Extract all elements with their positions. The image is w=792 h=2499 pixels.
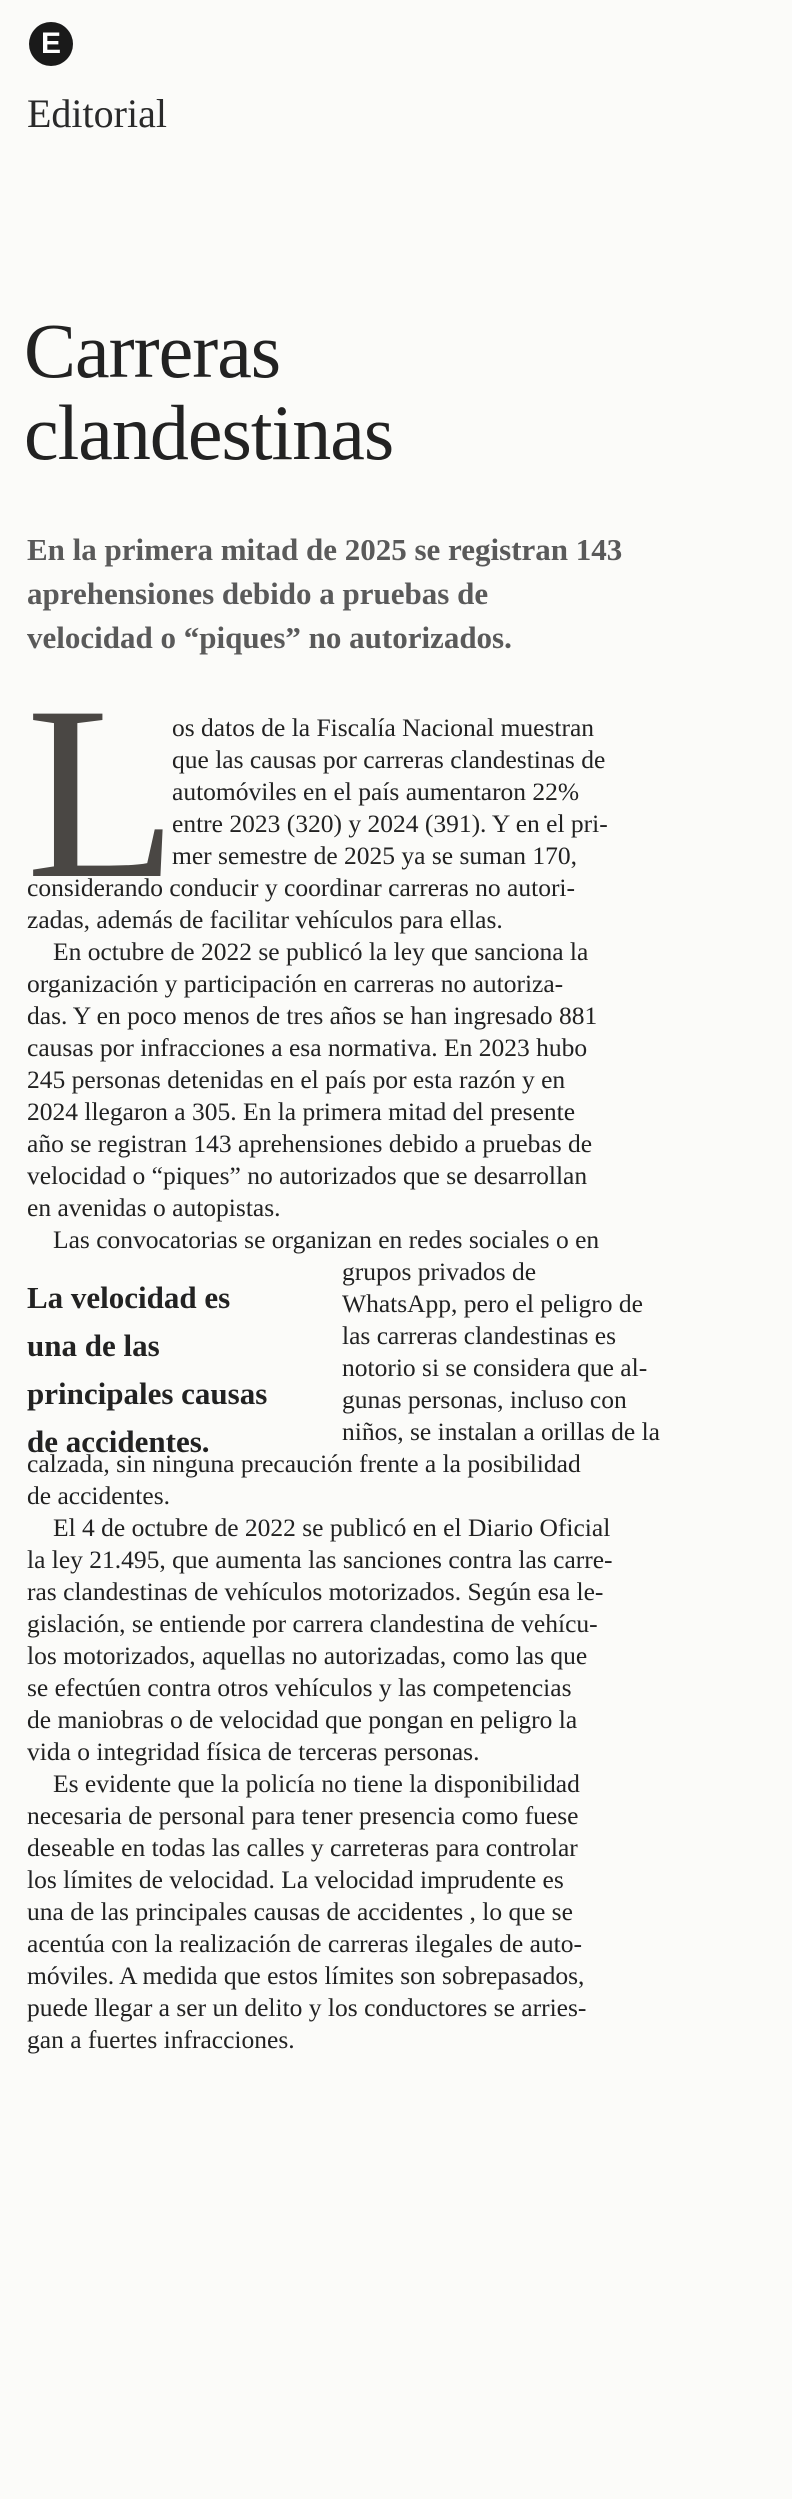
pull-quote: [27, 1274, 337, 1466]
body-line: En octubre de 2022 se publicó la ley que sanciona la: [53, 937, 589, 966]
body-line: das. Y en poco menos de tres años se han ingresado 881: [27, 1001, 598, 1030]
body-line: notorio si se considera que al-: [342, 1353, 648, 1382]
drop-cap: L: [26, 655, 178, 930]
pull-quote-line: principales causas: [27, 1376, 268, 1411]
body-line: vida o integridad física de terceras personas.: [27, 1737, 480, 1766]
body-line: necesaria de personal para tener presencia como fuese: [27, 1801, 579, 1830]
section-label: Editorial: [27, 91, 167, 136]
body-line: Es evidente que la policía no tiene la disponibilidad: [53, 1769, 580, 1798]
body-line: Las convocatorias se organizan en redes sociales o en: [53, 1225, 600, 1254]
body-line: automóviles en el país aumentaron 22%: [172, 777, 580, 806]
body-line: velocidad o “piques” no autorizados que se desarrollan: [27, 1161, 588, 1190]
body-line: gunas personas, incluso con: [342, 1385, 627, 1414]
body-line: deseable en todas las calles y carreteras para controlar: [27, 1833, 578, 1862]
subtitle-line: velocidad o “piques” no autorizados.: [27, 620, 512, 655]
article-title: [24, 307, 394, 476]
subtitle-line: En la primera mitad de 2025 se registran 143: [27, 532, 623, 567]
body-line: que las causas por carreras clandestinas de: [172, 745, 606, 774]
section-badge: E: [29, 22, 73, 66]
body-line: acentúa con la realización de carreras ilegales de auto-: [27, 1929, 582, 1958]
body-line: una de las principales causas de accidentes , lo que se: [27, 1897, 573, 1926]
body-line: entre 2023 (320) y 2024 (391). Y en el pri-: [172, 809, 608, 838]
body-line: WhatsApp, pero el peligro de: [342, 1289, 643, 1318]
body-line: niños, se instalan a orillas de la: [342, 1417, 660, 1446]
pull-quote-line: una de las: [27, 1328, 160, 1363]
pull-quote-line: La velocidad es: [27, 1280, 231, 1315]
body-line: ras clandestinas de vehículos motorizados. Según esa le-: [27, 1577, 604, 1606]
body-line: año se registran 143 aprehensiones debido a pruebas de: [27, 1129, 593, 1158]
body-line: El 4 de octubre de 2022 se publicó en el Diario Oficial: [53, 1513, 611, 1542]
body-line: causas por infracciones a esa normativa. En 2023 hubo: [27, 1033, 588, 1062]
body-line: de accidentes.: [27, 1481, 171, 1510]
body-line: los motorizados, aquellas no autorizadas, como las que: [27, 1641, 588, 1670]
body-line: organización y participación en carreras no autoriza-: [27, 969, 564, 998]
body-line: gislación, se entiende por carrera clandestina de vehícu-: [27, 1609, 598, 1638]
subtitle-line: aprehensiones debido a pruebas de: [27, 576, 489, 611]
body-line: 245 personas detenidas en el país por esta razón y en: [27, 1065, 566, 1094]
title-line: clandestinas: [24, 389, 394, 476]
body-line: grupos privados de: [342, 1257, 537, 1286]
body-line: se efectúen contra otros vehículos y las competencias: [27, 1673, 572, 1702]
body-line: mer semestre de 2025 ya se suman 170,: [172, 841, 578, 870]
body-line: móviles. A medida que estos límites son sobrepasados,: [27, 1961, 585, 1990]
title-line: Carreras: [24, 307, 281, 394]
body-line: considerando conducir y coordinar carreras no autori-: [27, 873, 576, 902]
body-line: las carreras clandestinas es: [342, 1321, 616, 1350]
body-line: zadas, además de facilitar vehículos para ellas.: [27, 905, 503, 934]
body-line: calzada, sin ninguna precaución frente a la posibilidad: [27, 1449, 581, 1478]
body-line: os datos de la Fiscalía Nacional muestran: [172, 713, 595, 742]
body-line: la ley 21.495, que aumenta las sanciones contra las carre-: [27, 1545, 613, 1574]
body-line: los límites de velocidad. La velocidad imprudente es: [27, 1865, 564, 1894]
body-line: gan a fuertes infracciones.: [27, 2025, 295, 2054]
article-subtitle: [27, 528, 767, 660]
body-line: en avenidas o autopistas.: [27, 1193, 281, 1222]
pull-quote-line: de accidentes.: [27, 1424, 210, 1459]
body-line: puede llegar a ser un delito y los conductores se arries-: [27, 1993, 587, 2022]
body-line: de maniobras o de velocidad que pongan en peligro la: [27, 1705, 578, 1734]
body-line: 2024 llegaron a 305. En la primera mitad del presente: [27, 1097, 576, 1126]
